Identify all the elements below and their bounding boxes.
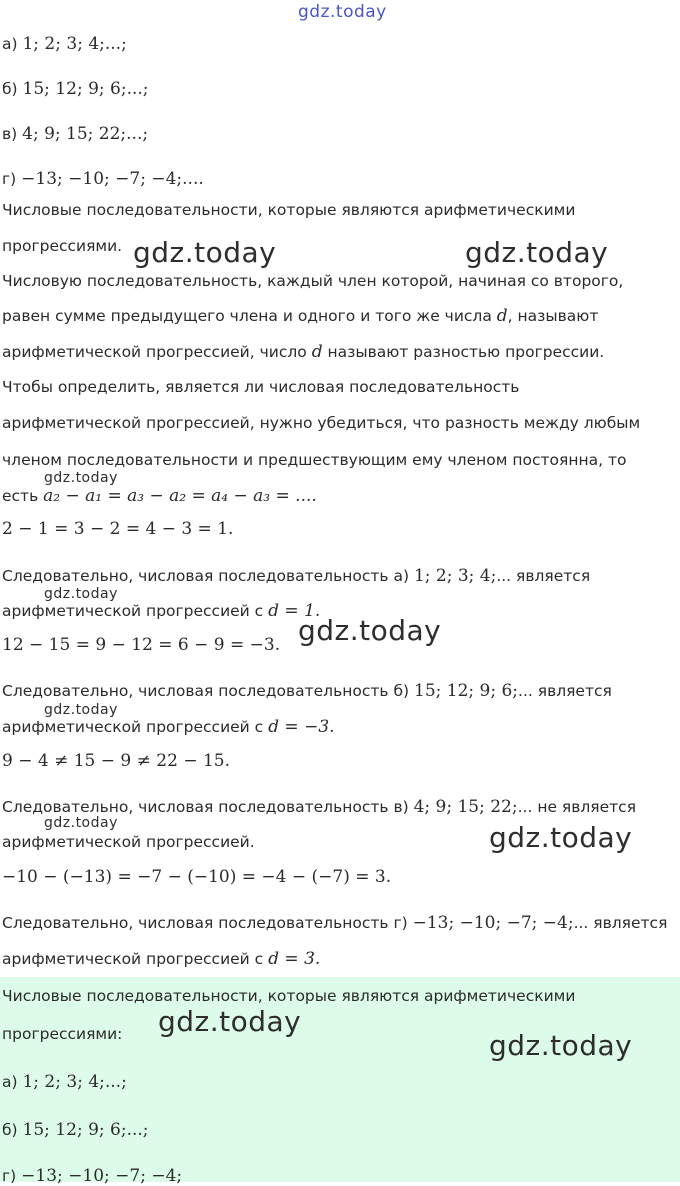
list-item-c: в) 4; 9; 15; 22;...; xyxy=(2,124,149,144)
result-c: арифметической прогрессией. xyxy=(2,833,255,851)
list-item-a: а) 1; 2; 3; 4;...; xyxy=(2,34,127,54)
conclusion-a: Следовательно, числовая последовательность а) 1; 2; 3; 4;... является xyxy=(2,566,591,586)
question-line-2: прогрессиями. xyxy=(2,237,123,255)
watermark: gdz.today xyxy=(44,815,118,831)
question-line-1: Числовые последовательности, которые являются арифметическими xyxy=(2,201,576,219)
conclusion-b: Следовательно, числовая последовательность б) 15; 12; 9; 6;... является xyxy=(2,681,612,701)
result-a: арифметической прогрессией с d = 1. xyxy=(2,601,321,621)
watermark: gdz.today xyxy=(133,236,277,269)
rule-line-1: Чтобы определить, является ли числовая последовательность xyxy=(2,378,520,396)
watermark-top: gdz.today xyxy=(298,2,387,22)
watermark: gdz.today xyxy=(44,586,118,602)
conclusion-d: Следовательно, числовая последовательность г) −13; −10; −7; −4;... является xyxy=(2,913,668,933)
answer-line-2: прогрессиями: xyxy=(2,1025,123,1043)
calc-b: 12 − 15 = 9 − 12 = 6 − 9 = −3. xyxy=(2,635,281,655)
rule-line-3: членом последовательности и предшествующим ему членом постоянна, то xyxy=(2,451,627,469)
list-item-d: г) −13; −10; −7; −4;.... xyxy=(2,169,204,189)
watermark: gdz.today xyxy=(465,236,609,269)
watermark: gdz.today xyxy=(44,702,118,718)
watermark: gdz.today xyxy=(298,614,442,647)
watermark: gdz.today xyxy=(44,470,118,486)
calc-c: 9 − 4 ≠ 15 − 9 ≠ 22 − 15. xyxy=(2,751,231,771)
definition-line-3: арифметической прогрессией, число d называют разностью прогрессии. xyxy=(2,342,605,362)
result-d: арифметической прогрессией с d = 3. xyxy=(2,949,321,969)
watermark: gdz.today xyxy=(489,1029,633,1062)
answer-line-1: Числовые последовательности, которые являются арифметическими xyxy=(2,987,576,1005)
list-item-b: б) 15; 12; 9; 6;...; xyxy=(2,79,149,99)
answer-item-d: г) −13; −10; −7; −4; xyxy=(2,1166,183,1186)
watermark: gdz.today xyxy=(158,1005,302,1038)
definition-line-1: Числовую последовательность, каждый член которой, начиная со второго, xyxy=(2,272,624,290)
rule-line-2: арифметической прогрессией, нужно убедиться, что разность между любым xyxy=(2,414,641,432)
answer-item-b: б) 15; 12; 9; 6;...; xyxy=(2,1120,149,1140)
conclusion-c: Следовательно, числовая последовательность в) 4; 9; 15; 22;... не является xyxy=(2,797,637,817)
watermark: gdz.today xyxy=(489,821,633,854)
calc-d: −10 − (−13) = −7 − (−10) = −4 − (−7) = 3. xyxy=(2,867,392,887)
rule-line-4: есть a₂ − a₁ = a₃ − a₂ = a₄ − a₃ = .... xyxy=(2,486,317,506)
answer-item-a: а) 1; 2; 3; 4;...; xyxy=(2,1072,127,1092)
definition-line-2: равен сумме предыдущего члена и одного и того же числа d, называют xyxy=(2,306,599,326)
calc-a: 2 − 1 = 3 − 2 = 4 − 3 = 1. xyxy=(2,519,234,539)
result-b: арифметической прогрессией с d = −3. xyxy=(2,717,335,737)
